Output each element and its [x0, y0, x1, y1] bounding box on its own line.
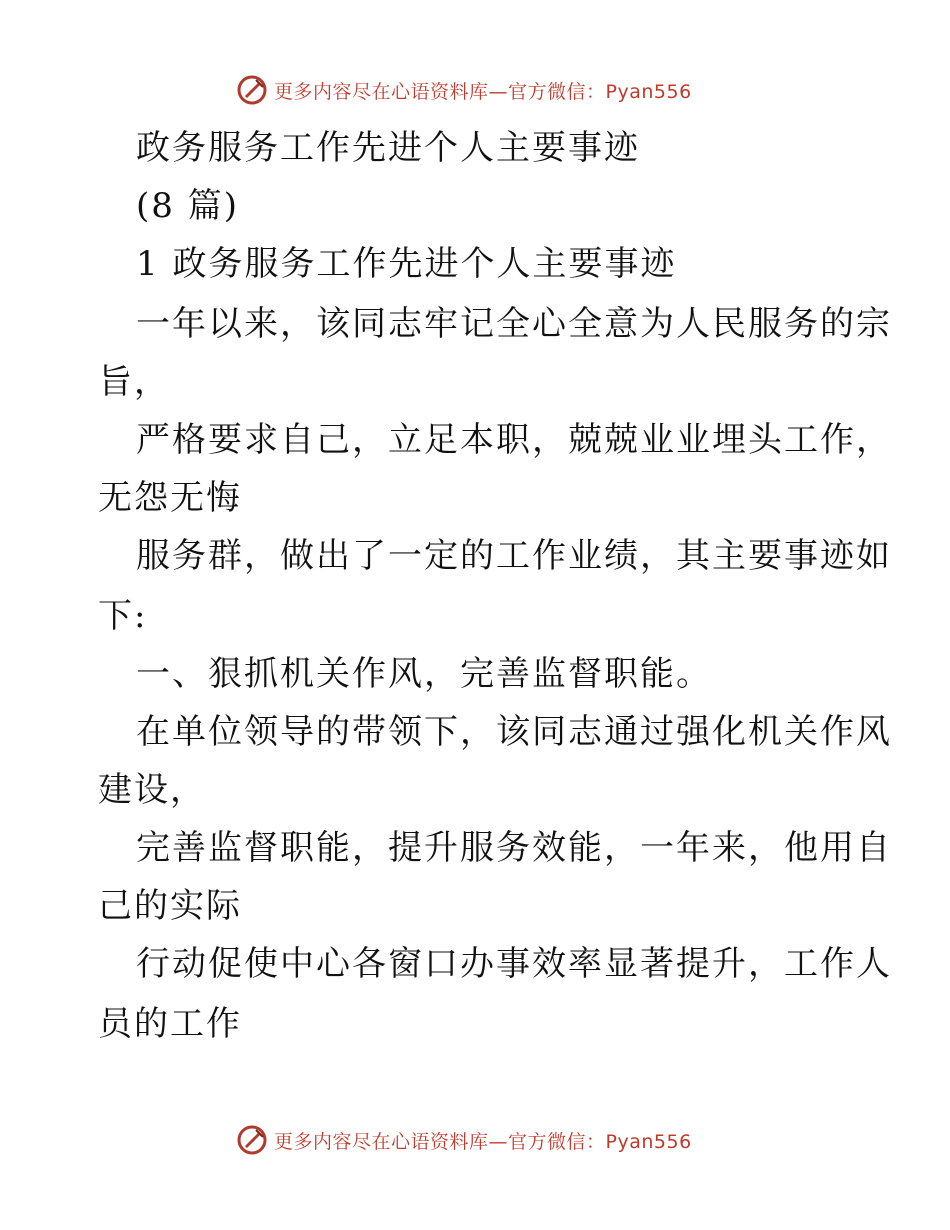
paragraph-line: 1 政务服务工作先进个人主要事迹: [136, 244, 677, 284]
paragraph-line: 严格要求自己，立足本职，兢兢业业埋头工作，: [136, 420, 892, 460]
paragraph-line: 服务群，做出了一定的工作业绩，其主要事迹如: [136, 536, 892, 576]
document-subtitle: (8 篇): [136, 186, 239, 226]
paragraph-line: 旨，: [98, 362, 170, 402]
footer-watermark-banner: [236, 1122, 692, 1158]
header-watermark-text: 更多内容尽在心语资料库—官方微信：Pyan556: [274, 80, 692, 103]
paragraph-line: 建设，: [98, 770, 206, 810]
quill-seal-icon: [236, 1124, 268, 1156]
paragraph-line: 在单位领导的带领下，该同志通过强化机关作风: [136, 712, 892, 752]
paragraph-line: 己的实际: [98, 886, 242, 926]
paragraph-line: 行动促使中心各窗口办事效率显著提升，工作人: [136, 944, 892, 984]
document-title: 政务服务工作先进个人主要事迹: [136, 128, 640, 168]
paragraph-line: 员的工作: [98, 1004, 242, 1044]
paragraph-line: 一、狠抓机关作风，完善监督职能。: [136, 654, 712, 694]
paragraph-line: 一年以来，该同志牢记全心全意为人民服务的宗: [136, 304, 892, 344]
paragraph-line: 无怨无悔: [98, 478, 242, 518]
header-watermark-banner: [236, 72, 692, 108]
quill-seal-icon: [236, 74, 268, 106]
footer-watermark-text: 更多内容尽在心语资料库—官方微信：Pyan556: [274, 1130, 692, 1153]
paragraph-line: 完善监督职能，提升服务效能，一年来，他用自: [136, 828, 892, 868]
paragraph-line: 下:: [98, 596, 148, 636]
